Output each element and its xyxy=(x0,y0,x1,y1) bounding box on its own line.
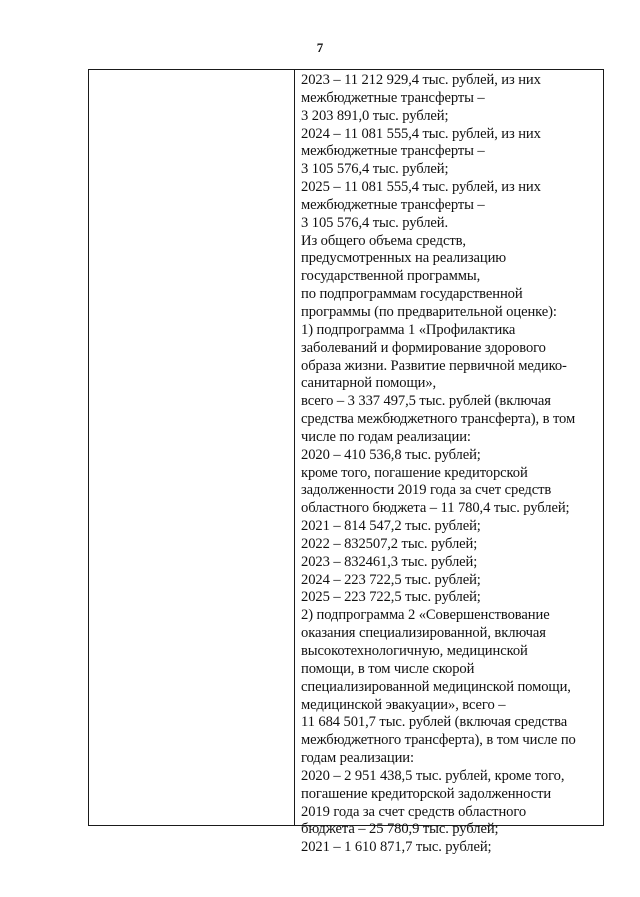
text-line: межбюджетные трансферты – xyxy=(301,196,485,213)
text-line: 1) подпрограмма 1 «Профилактика xyxy=(301,321,516,338)
text-line: Из общего объема средств, xyxy=(301,232,466,249)
table-left-cell xyxy=(89,70,295,825)
text-line: образа жизни. Развитие первичной медико- xyxy=(301,357,567,374)
text-line: помощи, в том числе скорой xyxy=(301,660,475,677)
text-line: средства межбюджетного трансферта), в том xyxy=(301,411,576,428)
text-line: санитарной помощи», xyxy=(301,375,437,392)
text-line: всего – 3 337 497,5 тыс. рублей (включая xyxy=(301,393,551,410)
text-line: специализированной медицинской помощи, xyxy=(301,678,571,695)
text-line: высокотехнологичную, медицинской xyxy=(301,643,528,659)
text-line: 2024 – 11 081 555,4 тыс. рублей, из них xyxy=(301,125,541,142)
text-line: 2024 – 223 722,5 тыс. рублей; xyxy=(301,571,481,588)
text-line: межбюджетные трансферты – xyxy=(301,143,485,160)
text-line: годам реализации: xyxy=(301,750,414,767)
text-line: 2020 – 2 951 438,5 тыс. рублей, кроме того, xyxy=(301,767,565,784)
text-line: 2025 – 11 081 555,4 тыс. рублей, из них xyxy=(301,179,541,196)
text-line: 2022 – 832507,2 тыс. рублей; xyxy=(301,535,478,552)
text-line: по подпрограммам государственной xyxy=(301,286,523,303)
text-line: межбюджетные трансферты – xyxy=(301,89,485,106)
text-line: программы (по предварительной оценке): xyxy=(301,303,557,320)
text-line: 11 684 501,7 тыс. рублей (включая средства xyxy=(301,714,568,731)
text-line: числе по годам реализации: xyxy=(301,428,471,445)
text-line: бюджета – 25 780,9 тыс. рублей; xyxy=(301,821,499,838)
text-line: 2023 – 11 212 929,4 тыс. рублей, из них xyxy=(301,72,541,88)
text-line: 3 203 891,0 тыс. рублей; xyxy=(301,107,449,124)
text-line: 2020 – 410 536,8 тыс. рублей; xyxy=(301,446,481,463)
text-line: заболеваний и формирование здорового xyxy=(301,339,546,356)
text-line: кроме того, погашение кредиторской xyxy=(301,464,528,481)
text-line: 2021 – 1 610 871,7 тыс. рублей; xyxy=(301,839,492,856)
text-line: 3 105 576,4 тыс. рублей. xyxy=(301,214,449,231)
text-line: межбюджетного трансферта), в том числе по xyxy=(301,732,576,749)
page-number: 7 xyxy=(316,40,324,55)
text-line: государственной программы, xyxy=(301,268,481,285)
table-right-cell xyxy=(301,72,601,857)
text-line: 2025 – 223 722,5 тыс. рублей; xyxy=(301,589,481,606)
text-line: 2021 – 814 547,2 тыс. рублей; xyxy=(301,518,481,535)
text-line: оказания специализированной, включая xyxy=(301,625,546,642)
text-line: 3 105 576,4 тыс. рублей; xyxy=(301,161,449,178)
text-line: предусмотренных на реализацию xyxy=(301,250,507,267)
text-line: 2023 – 832461,3 тыс. рублей; xyxy=(301,553,478,570)
text-line: медицинской эвакуации», всего – xyxy=(301,696,506,713)
text-line: 2) подпрограмма 2 «Совершенствование xyxy=(301,607,550,624)
text-line: погашение кредиторской задолженности xyxy=(301,785,552,802)
text-line: 2019 года за счет средств областного xyxy=(301,803,527,820)
text-line: областного бюджета – 11 780,4 тыс. рублей; xyxy=(301,500,570,517)
text-line: задолженности 2019 года за счет средств xyxy=(301,482,552,499)
document-table xyxy=(88,69,604,856)
